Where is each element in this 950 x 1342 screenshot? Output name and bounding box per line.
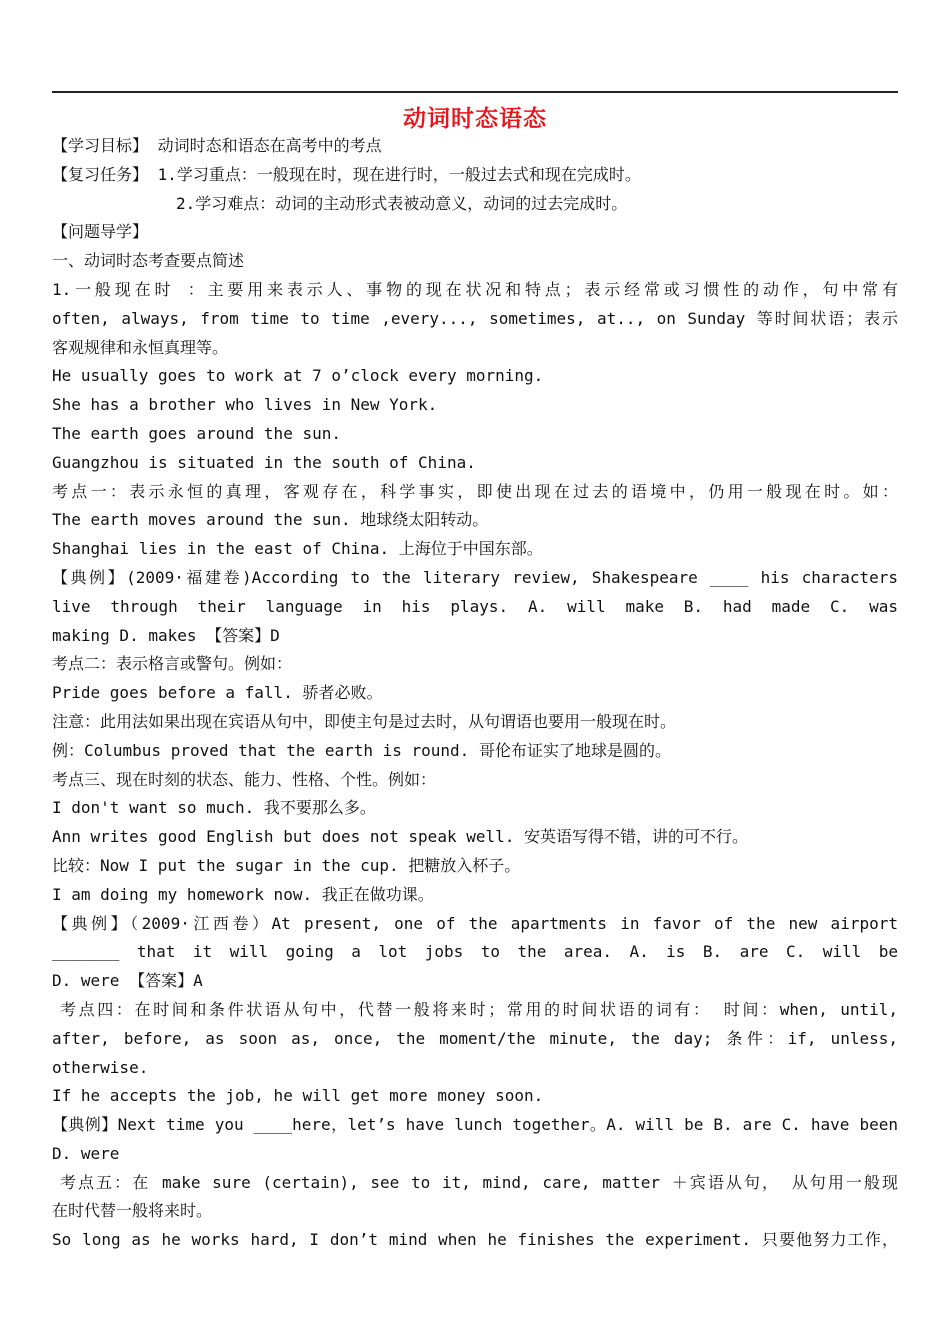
text-line: 在时代替一般将来时。 (52, 1201, 213, 1221)
section-heading: 一、动词时态考查要点简述 (52, 251, 245, 271)
text-line: 考点二：表示格言或警句。例如： (52, 654, 293, 674)
document-body (52, 132, 898, 1255)
example-sentence: I am doing my homework now. 我正在做功课。 (52, 884, 434, 904)
text-line: 【典例】Next time you ____here，let’s have lunch together。A. will be B. are C. have been (52, 1115, 898, 1135)
text-line: 考点一：表示永恒的真理，客观存在，科学事实，即使出现在过去的语境中，仍用一般现在时。如： (52, 481, 898, 501)
example-sentence: The earth moves around the sun. 地球绕太阳转动。 (52, 510, 489, 530)
example-sentence: If he accepts the job, he will get more money soon. (52, 1086, 544, 1106)
text-line: _______ that it will going a lot jobs to the area. A. is B. are C. will be (52, 942, 898, 962)
example-sentence: Guangzhou is situated in the south of China. (52, 452, 476, 472)
text-line: 【问题导学】 (52, 222, 149, 242)
text-line: D. were (52, 1143, 120, 1163)
text-line: 【典例】(2009·福建卷)According to the literary review, Shakespeare ____ his characters (52, 567, 898, 587)
example-sentence: 例：Columbus proved that the earth is round. 哥伦布证实了地球是圆的。 (52, 740, 671, 760)
header-rule (52, 91, 898, 93)
text-line: 【典例】（2009·江西卷）At present, one of the apartments in favor of the new airport (52, 913, 898, 933)
document-title: 动词时态语态 (403, 106, 547, 132)
text-line: 2.学习难点：动词的主动形式表被动意义，动词的过去完成时。 (176, 193, 628, 213)
text-line: 考点四：在时间和条件状语从句中，代替一般将来时；常用的时间状语的词有： 时间：when, until, (60, 999, 898, 1019)
text-line: 客观规律和永恒真理等。 (52, 337, 229, 357)
text-line: 注意：此用法如果出现在宾语从句中，即使主句是过去时，从句谓语也要用一般现在时。 (52, 711, 677, 731)
text-line: otherwise. (52, 1057, 149, 1077)
example-sentence: She has a brother who lives in New York. (52, 395, 438, 415)
example-sentence: 比较：Now I put the sugar in the cup. 把糖放入杯子。 (52, 855, 521, 875)
example-sentence: He usually goes to work at 7 o’clock every morning. (52, 366, 544, 386)
example-sentence: I don't want so much. 我不要那么多。 (52, 798, 376, 818)
example-sentence: Shanghai lies in the east of China. 上海位于中国东部。 (52, 539, 543, 559)
text-line: 【学习目标】 动词时态和语态在高考中的考点 (52, 136, 382, 155)
text-line: 1.一般现在时 ：主要用来表示人、事物的现在状况和特点；表示经常或习惯性的动作，句中常有 (52, 279, 898, 299)
text-line: 考点五：在 make sure (certain), see to it, mind, care, matter ＋宾语从句， 从句用一般现 (60, 1172, 898, 1192)
text-line: live through their language in his plays. A. will make B. had made C. was (52, 596, 898, 616)
text-line: 【复习任务】 1.学习重点：一般现在时，现在进行时，一般过去式和现在完成时。 (52, 164, 641, 184)
example-sentence: So long as he works hard, I don’t mind when he finishes the experiment. 只要他努力工作， (52, 1230, 898, 1250)
text-line: 考点三、现在时刻的状态、能力、性格、个性。例如： (52, 769, 437, 789)
example-sentence: Ann writes good English but does not speak well. 安英语写得不错，讲的可不行。 (52, 827, 749, 847)
text-line: making D. makes 【答案】D (52, 625, 280, 645)
text-line: after, before, as soon as, once, the moment/the minute, the day; 条件：if, unless, (52, 1028, 898, 1048)
text-line: D. were 【答案】A (52, 971, 203, 991)
example-sentence: Pride goes before a fall. 骄者必败。 (52, 683, 383, 703)
example-sentence: The earth goes around the sun. (52, 423, 341, 443)
text-line: often, always, from time to time ,every..., sometimes, at.., on Sunday 等时间状语；表示 (52, 308, 898, 328)
